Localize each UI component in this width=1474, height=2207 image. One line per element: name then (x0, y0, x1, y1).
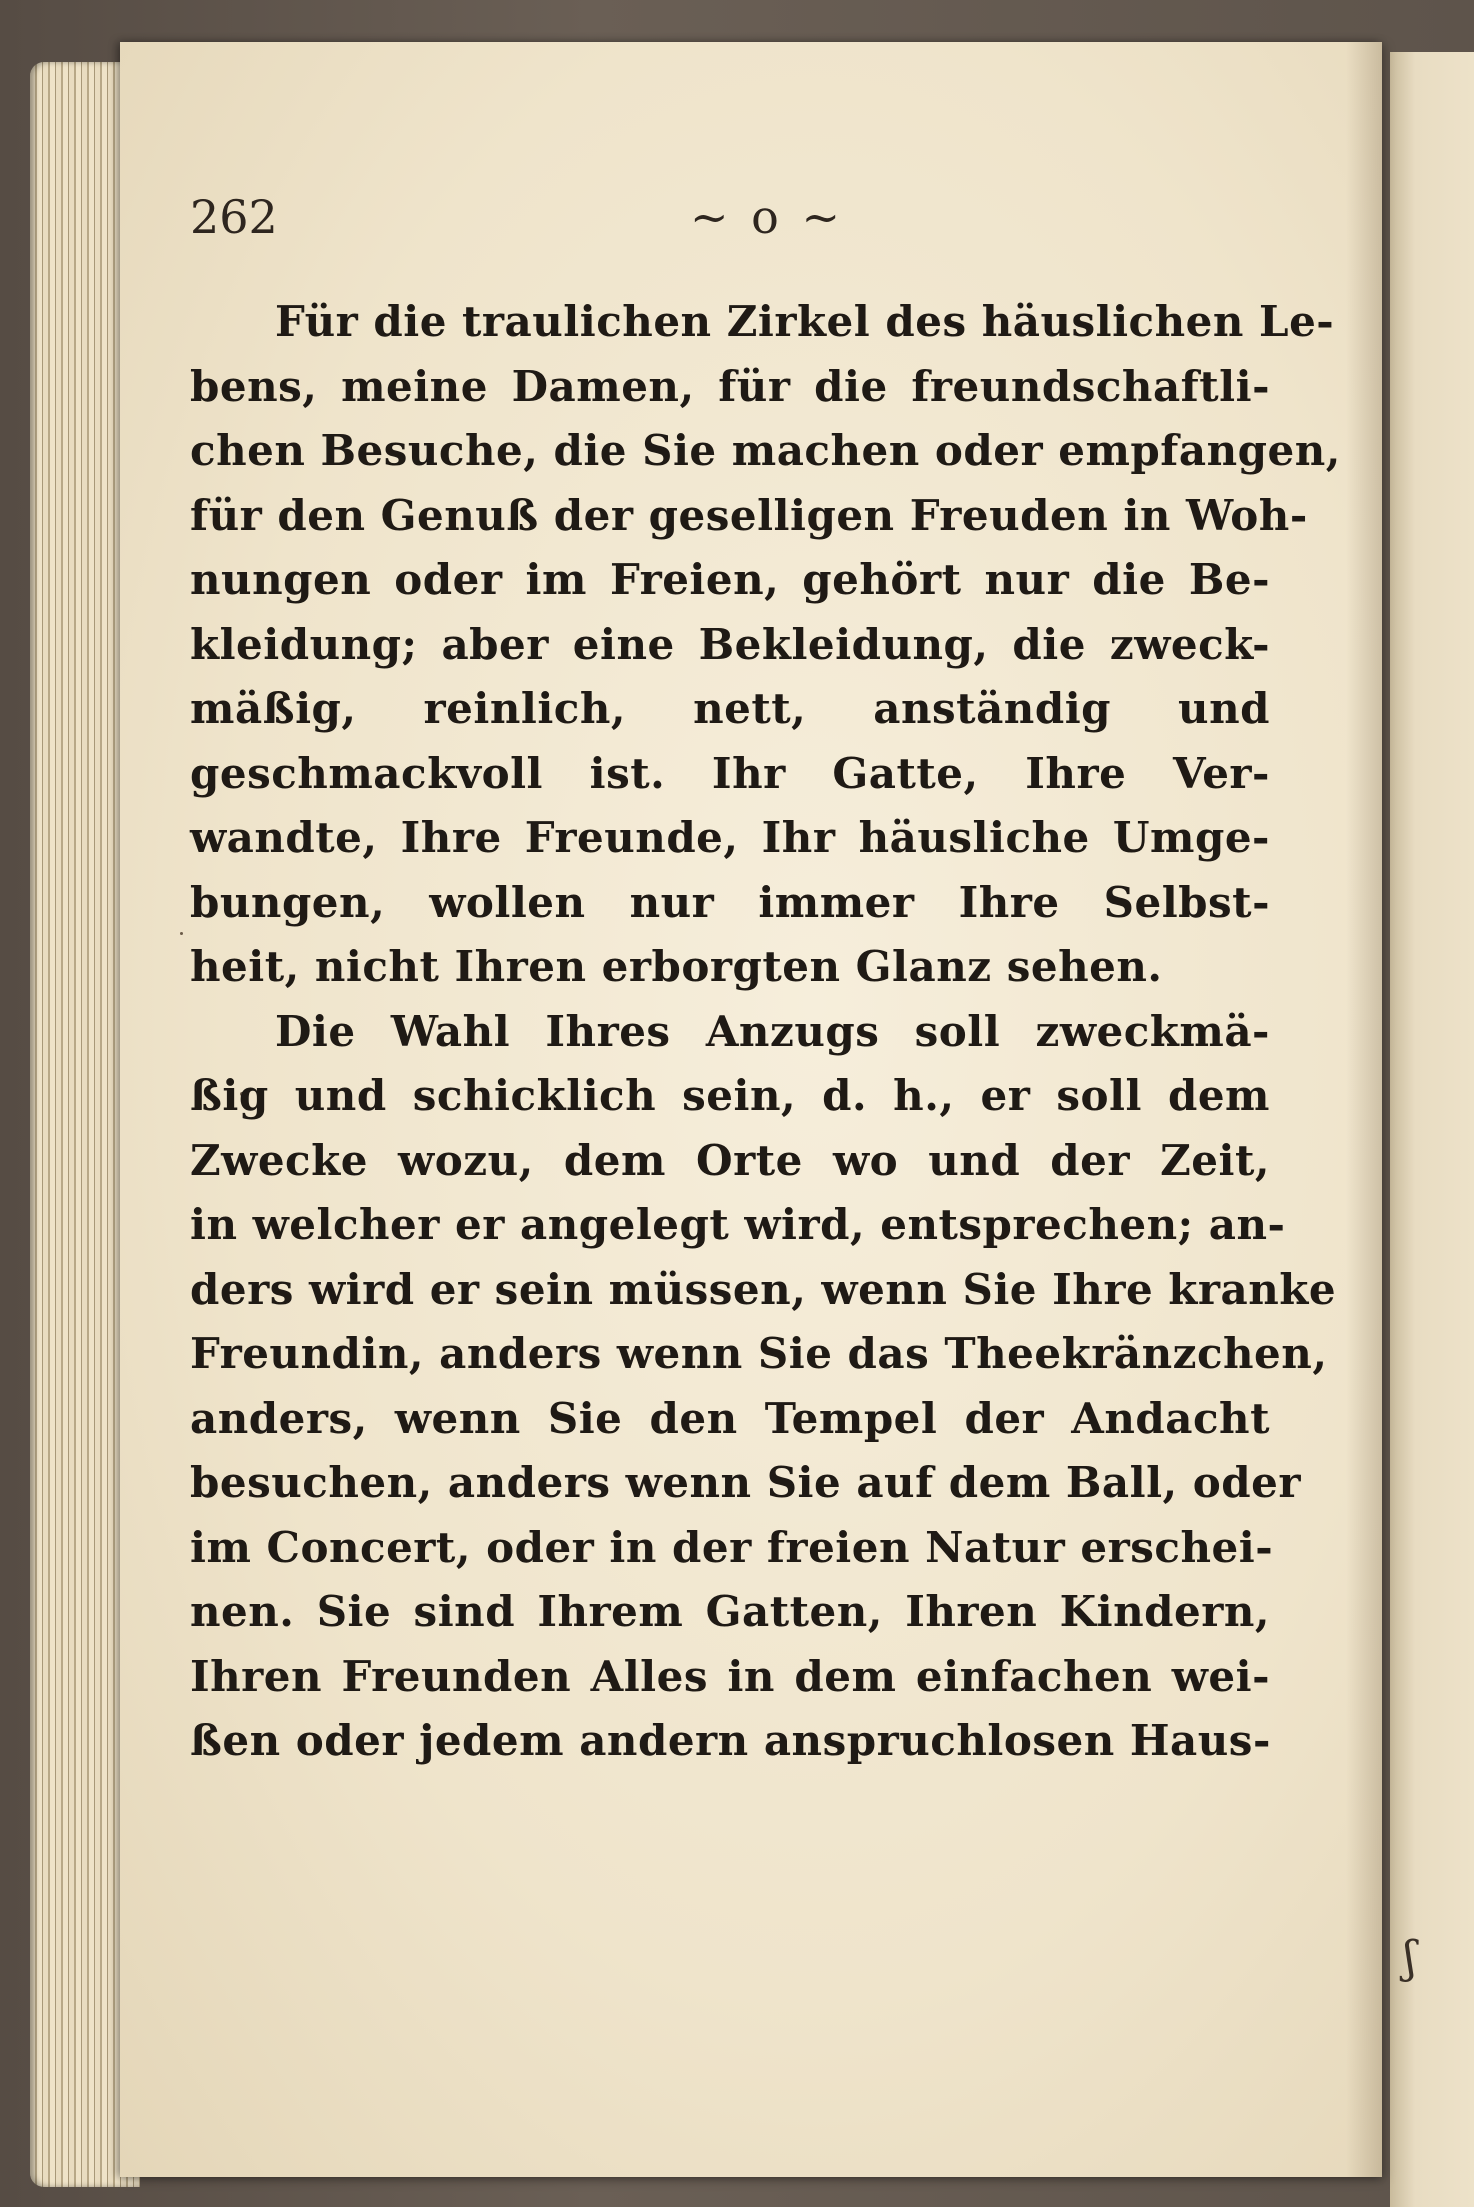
text-line: besuchen, anders wenn Sie auf dem Ball, oder (190, 1458, 1302, 1507)
text-line: anders, wenn Sie den Tempel der Andacht (190, 1393, 1270, 1443)
text-line: kleidung; aber eine Bekleidung, die zweck- (190, 619, 1270, 669)
text-line: ders wird er sein müssen, wenn Sie Ihre kranke (190, 1264, 1337, 1314)
paper-speck (180, 932, 183, 935)
text-line: ßig und schicklich sein, d. h., er soll dem (190, 1071, 1270, 1120)
text-line: heit, nicht Ihren erborgten Glanz sehen. (190, 942, 1163, 991)
text-line: bungen, wollen nur immer Ihre Selbst- (190, 877, 1270, 927)
page-header (190, 190, 1260, 260)
text-line: ßen oder jedem andern anspruchlosen Haus- (190, 1716, 1271, 1765)
text-line: im Concert, oder in der freien Natur erschei- (190, 1522, 1274, 1572)
text-line: nungen oder im Freien, gehört nur die Be- (190, 555, 1270, 604)
header-ornament: ~ o ~ (690, 190, 845, 244)
body-text (190, 290, 1341, 1774)
text-line: Für die traulichen Zirkel des häuslichen Le- (275, 297, 1335, 346)
next-page-mark: ʃ (1404, 1932, 1416, 1983)
text-line: bens, meine Damen, für die freundschaftli- (190, 361, 1270, 411)
text-line: in welcher er angelegt wird, entsprechen; an- (190, 1200, 1286, 1249)
text-line: geschmackvoll ist. Ihr Gatte, Ihre Ver- (190, 748, 1270, 798)
text-line: Die Wahl Ihres Anzugs soll zweckmä- (275, 1006, 1270, 1056)
text-line: chen Besuche, die Sie machen oder empfangen, (190, 426, 1341, 475)
text-line: Zwecke wozu, dem Orte wo und der Zeit, (190, 1135, 1270, 1185)
text-line: Freundin, anders wenn Sie das Theekränzchen, (190, 1329, 1328, 1378)
text-line: für den Genuß der geselligen Freuden in Woh- (190, 490, 1308, 540)
text-line: nen. Sie sind Ihrem Gatten, Ihren Kindern, (190, 1587, 1270, 1636)
text-line: mäßig, reinlich, nett, anständig und (190, 684, 1270, 733)
next-page-edge (1390, 52, 1474, 2207)
page-number: 262 (190, 190, 278, 244)
text-line: Ihren Freunden Alles in dem einfachen wei- (190, 1651, 1270, 1701)
text-line: wandte, Ihre Freunde, Ihr häusliche Umge- (190, 813, 1270, 862)
